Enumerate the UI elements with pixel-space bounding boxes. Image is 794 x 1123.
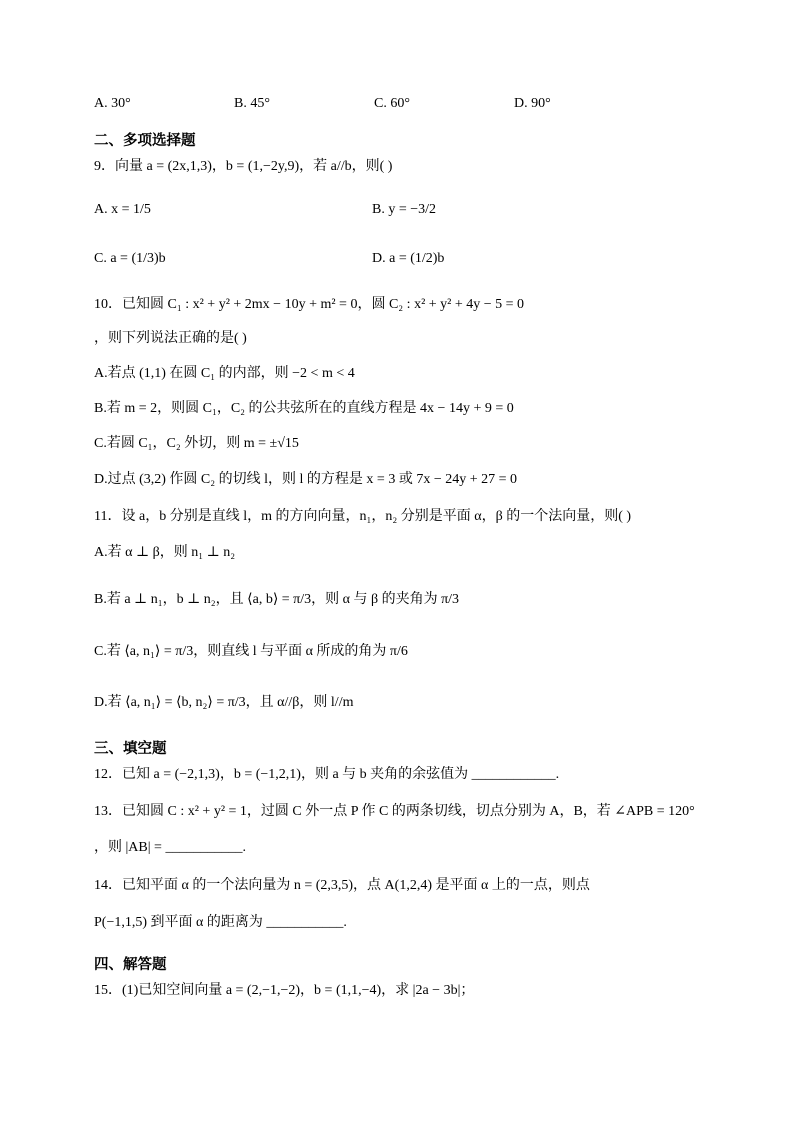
q8-option-b: B. 45° [234,96,270,111]
q9-option-d: D. a = (1/2)b [372,251,445,266]
q14-line2: P(−1,1,5) 到平面 α 的距离为 ___________. [94,915,347,930]
q13-line2: ，则 |AB| = ___________. [94,840,246,855]
q11-option-d: D.若 ⟨a, n₁⟩ = ⟨b, n₂⟩ = π/3，且 α//β，则 l//m [94,695,354,710]
q10-stem-continued: ，则下列说法正确的是( ) [94,331,247,346]
q9-option-c: C. a = (1/3)b [94,251,166,266]
q8-option-c: C. 60° [374,96,410,111]
q10-option-a: A.若点 (1,1) 在圆 C₁ 的内部，则 −2 < m < 4 [94,366,355,381]
section-heading-solve: 四、解答题 [94,957,167,973]
q11-option-c: C.若 ⟨a, n₁⟩ = π/3，则直线 l 与平面 α 所成的角为 π/6 [94,644,408,659]
q10-stem: 10．已知圆 C₁ : x² + y² + 2mx − 10y + m² = 0，圆 C₂ : x² + y² + 4y − 5 = 0 [94,297,525,312]
q8-option-d: D. 90° [514,96,551,111]
q9-stem: 9．向量 a = (2x,1,3)，b = (1,−2y,9)，若 a//b，则( ) [94,159,393,174]
q11-option-a: A.若 α ⊥ β，则 n₁ ⊥ n₂ [94,545,236,560]
q11-stem: 11．设 a，b 分别是直线 l，m 的方向向量，n₁，n₂ 分别是平面 α，β 的一个法向量，则( ) [94,509,632,524]
section-heading-fill: 三、填空题 [94,741,167,757]
q14-line1: 14．已知平面 α 的一个法向量为 n = (2,3,5)，点 A(1,2,4) 是平面 α 上的一点，则点 [94,878,590,893]
q11-option-b: B.若 a ⊥ n₁，b ⊥ n₂，且 ⟨a, b⟩ = π/3，则 α 与 β 的夹角为 π/3 [94,592,460,607]
q8-option-a: A. 30° [94,96,131,111]
q10-option-c: C.若圆 C₁，C₂ 外切，则 m = ±√15 [94,436,299,451]
q9-option-b: B. y = −3/2 [372,202,437,217]
q12-stem: 12．已知 a = (−2,1,3)，b = (−1,2,1)，则 a 与 b 夹角的余弦值为 ____________. [94,767,560,782]
q8-options [94,96,714,112]
q9-option-a: A. x = 1/5 [94,202,151,217]
q10-option-b: B.若 m = 2，则圆 C₁，C₂ 的公共弦所在的直线方程是 4x − 14y + 9 = 0 [94,401,514,416]
section-heading-multi: 二、多项选择题 [94,133,196,149]
q13-line1: 13．已知圆 C : x² + y² = 1，过圆 C 外一点 P 作 C 的两条切线，切点分别为 A，B，若 ∠APB = 120° [94,804,695,819]
q10-option-d: D.过点 (3,2) 作圆 C₂ 的切线 l，则 l 的方程是 x = 3 或 7x − 24y + 27 = 0 [94,472,518,487]
q15-stem: 15．(1)已知空间向量 a = (2,−1,−2)，b = (1,1,−4)，求 |2a − 3b|； [94,983,475,998]
